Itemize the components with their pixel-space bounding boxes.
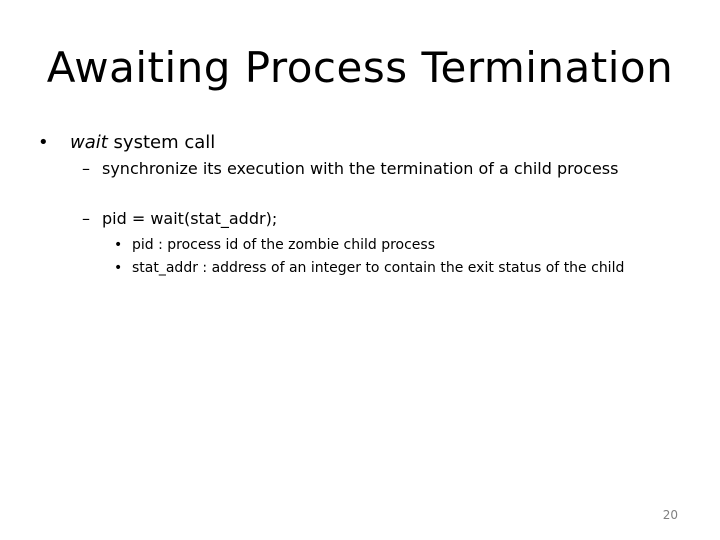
sub-sub-bullet-pid: [114, 235, 435, 255]
sub-bullet-text: synchronize its execution with the termination of a child process: [102, 159, 619, 178]
slide-title: Awaiting Process Termination: [46, 43, 674, 92]
sub-bullet-marker: –: [82, 159, 90, 178]
bullet-keyword: wait: [70, 132, 108, 153]
sub-bullet-marker: –: [82, 209, 90, 228]
page-number: 20: [662, 508, 678, 522]
sub-bullet-synchronize: [82, 158, 618, 180]
sub-bullet-pid-wait: [82, 208, 277, 230]
bullet-marker: •: [38, 132, 49, 153]
sub-sub-bullet-text: pid : process id of the zombie child process: [132, 237, 436, 253]
sub-sub-bullet-marker: •: [114, 260, 123, 276]
bullet-text: system call: [107, 132, 216, 153]
bullet-wait-system-call: [38, 130, 215, 156]
sub-sub-bullet-text: stat_addr : address of an integer to contain the exit status of the child: [132, 260, 625, 276]
sub-sub-bullet-marker: •: [114, 237, 123, 253]
sub-sub-bullet-stat-addr: [114, 258, 624, 278]
sub-bullet-text: pid = wait(stat_addr);: [102, 209, 278, 228]
